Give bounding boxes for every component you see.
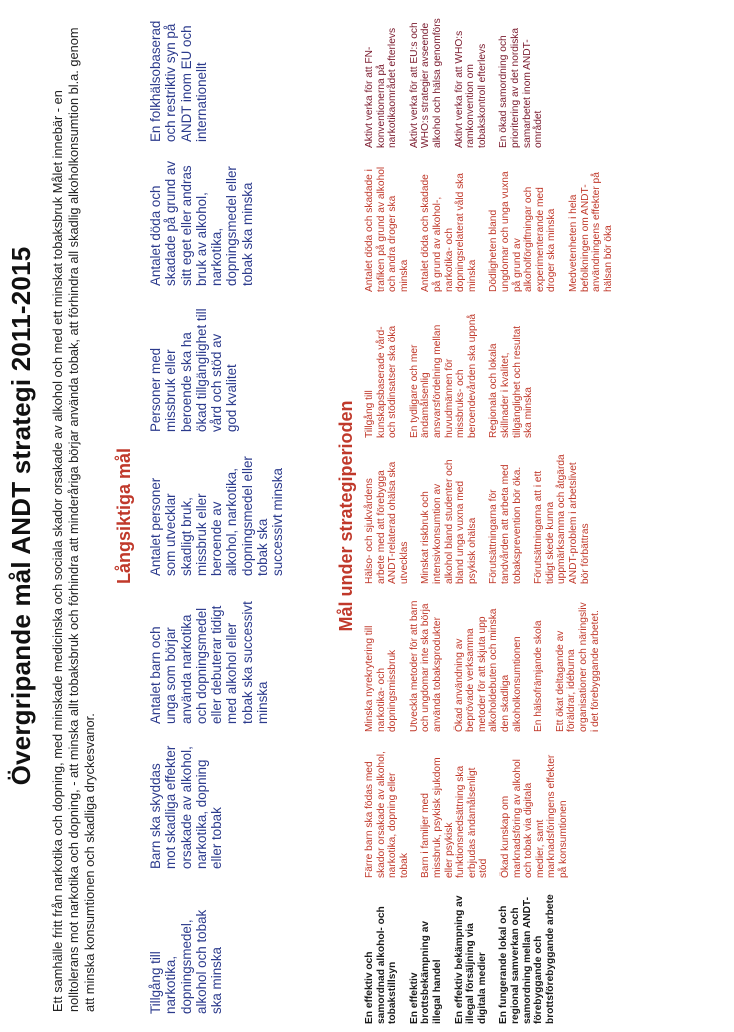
strategy-column-healthcare (364, 454, 601, 584)
intro-paragraph: Ett samhälle fritt från narkotika och dopning, med minskade medicinska och sociala skador orsakade av alkohol och med ett minskat tobaksbruk Målet innebär - en nolltolerans mot narkotika och dopning, - att minska allt tobaksbruk och förhindra att minderåriga börjar använda tobak, att förhindra all skadlig alkoholkonsumtion bl.a. genom att minska konsumtionen och skadliga dryckesvanor. (50, 27, 97, 1012)
strategy-period-goals (364, 8, 730, 1024)
strategy-column-harm (364, 164, 624, 292)
strategy-goal: Färre barn ska födas med skador orsakade av alkohol, narkotika, dopning eller tobak (364, 751, 410, 878)
strategy-column-care (364, 308, 545, 438)
strategy-goal: Utveckla metoder för att barn och ungdomar inte ska börja använda tobaksprodukter (408, 600, 443, 732)
strategy-goal: Hälso- och sjukvårdens arbete med att förebygga ANDT-relaterad ohälsa ska utvecklas (364, 461, 410, 584)
strategy-goal: Förutsättningarna att i ett tidigt skede kunna uppmärksamma och åtgärda ANDT-problem i arbetslivet bör förbättras (533, 454, 591, 584)
long-term-goal: Tillgång till narkotika, dopningsmedel, alkohol och tobak ska minska (148, 909, 225, 1014)
strategy-goal: En effektiv och samordnad alkohol- och tobakstillsyn (364, 906, 399, 1024)
strategy-column-supply (364, 894, 566, 1024)
strategy-column-children (364, 748, 580, 878)
strategy-goal: Barn i familjer med missbruk, psykisk sjukdom eller psykisk funktionsnedsättning ska erbjudas ändamålsenligt stöd (420, 757, 490, 878)
strategy-goal: Tillgång till kunskapsbaserade vård- och stödinsatser ska öka (364, 325, 399, 438)
strategy-goal: Förutsättningarna för tandvården att arbeta med tobaksprevention bör öka. (488, 464, 523, 584)
strategy-column-international (364, 14, 555, 148)
strategy-goal: En hälsofrämjande skola (533, 620, 545, 732)
strategy-goal: Dödligheten bland ungdomar och unga vuxna på grund av alkoholförgiftningar och experimenterande med droger ska minska (488, 171, 558, 292)
long-term-goal: Personer med missbruk eller beroende ska ha ökad tillgänglighet till vård och stöd av god kvalitet (148, 308, 240, 432)
strategy-goal: En tydligare och mer ändamålsenlig ansvarsfördelning mellan huvudmännen för missbruks- och beroendevården ska uppnå (408, 313, 478, 438)
strategy-goal: Minskat riskbruk och intensivkonsumtion av alkohol bland studenter och bland unga vuxna med psykisk ohälsa (420, 459, 478, 584)
strategy-column-youth (364, 600, 611, 732)
strategy-goal: En effektiv bekämpning av illegal försäljning via digitala medier (453, 895, 488, 1024)
strategy-goal: Antalet döda och skadade på grund av alkohol-, narkotika- och dopningsrelaterat våld ska minska (420, 173, 478, 292)
page-title: Övergripande mål ANDT strategi 2011-2015 (6, 246, 36, 786)
long-term-goals (148, 14, 308, 1014)
strategy-goal: En effektiv brottsbekämpning av illegal handel (408, 920, 443, 1024)
long-term-goal: Antalet personer som utvecklar skadligt bruk, missbruk eller beroende av alkohol, narkotika, dopningsmedel eller tobak ska successivt minska (148, 456, 286, 576)
strategy-period-heading: Mål under strategiperioden (336, 400, 356, 632)
long-term-goal: Antalet barn och unga som börjar använda narkotika och dopningsmedel eller debuterar tidigt med alkohol eller tobak ska successivt minska (148, 601, 271, 724)
strategy-goal: Medvetenheten i hela befolkningen om ANDT-användningens effekter på hälsan bör öka (567, 172, 614, 292)
long-term-goal: En folkhälsobaserad och restriktiv syn på ANDT inom EU och internationellt (148, 20, 209, 142)
strategy-goal: Aktivt verka för att EU:s och WHO:s strategier avseende alkohol och hälsa genomförs (408, 18, 443, 148)
strategy-goal: Ett ökat deltagande av föräldrar, idéburna organisationer och näringsliv i det förebyggande arbetet. (554, 602, 601, 732)
long-term-goal: Antalet döda och skadade på grund av sitt eget eller andras bruk av alkohol, narkotika, dopningsmedel eller tobak ska minska (148, 160, 255, 286)
strategy-goal: Aktivt verka för att FN-konventionerna på narkotikaområdet efterlevs (364, 27, 399, 148)
strategy-goal: Aktivt verka för att WHO:s ramkonvention om tobakskontroll efterlevs (453, 30, 488, 148)
strategy-goal: Antalet döda och skadade i trafiken på grund av alkohol och andra droger ska minska (364, 166, 410, 292)
long-term-heading: Långsiktiga mål (114, 447, 134, 585)
strategy-goal: En ökad samordning och prioritering av det nordiska samarbetet inom ANDT-området (498, 27, 545, 148)
long-term-goal: Barn ska skyddas mot skadliga effekter orsakade av alkohol, narkotika, dopning eller tobak (148, 745, 225, 869)
strategy-goal: Ökad kunskap om marknadsföring av alkohol och tobak via digitala medier, samt marknadsföringens effekter på konsumtionen (499, 754, 569, 878)
strategy-goal: Ökad användning av beprövade verksamma metoder för att skjuta upp alkoholdebuten och minska den skadliga alkoholkonsumtionen (453, 608, 523, 732)
strategy-goal: Regionala och lokala skillnader i kvalitet, tillgänglighet och resultat ska minska (488, 325, 535, 438)
strategy-goal: En fungerande lokal och regional samverkan och samordning mellan ANDT-förebyggande och brottsförebyggande arbete (498, 894, 556, 1024)
strategy-goal: Minska nyrekrytering till narkotika- och dopningsmissbruk (364, 625, 399, 732)
